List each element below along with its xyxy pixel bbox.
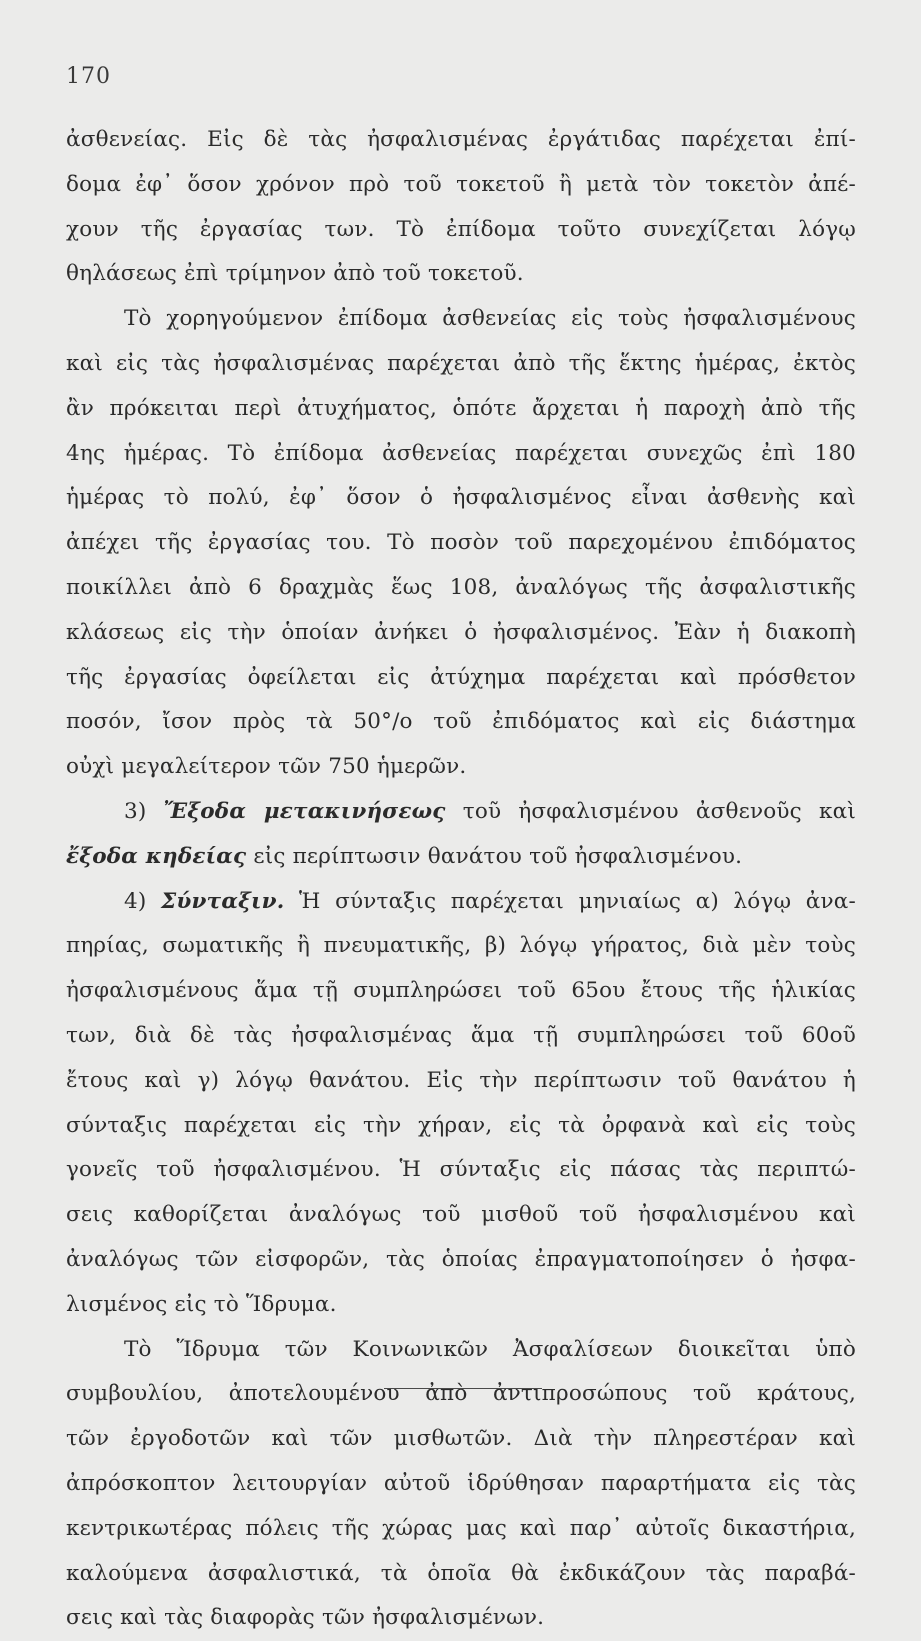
text-line: θηλάσεως ἐπὶ τρίμηνον ἀπὸ τοῦ τοκετοῦ.	[66, 261, 524, 287]
text-line: σεις καθορίζεται ἀναλόγως τοῦ μισθοῦ τοῦ ἠσφαλισμένου καὶ	[66, 1202, 856, 1228]
text-line: ποσόν, ἴσον πρὸς τὰ 50°/ο τοῦ ἐπιδόματος καὶ εἰς διάστημα	[66, 709, 856, 735]
body-text	[66, 118, 856, 1641]
text-line: ἠσφαλισμένους ἅμα τῇ συμπληρώσει τοῦ 65ου ἔτους τῆς ἡλικίας	[66, 978, 856, 1004]
text-line: ἡμέρας τὸ πολύ, ἐφ᾽ ὅσον ὁ ἠσφαλισμένος εἶναι ἀσθενὴς καὶ	[66, 485, 856, 511]
text-line: ἀπέχει τῆς ἐργασίας του. Τὸ ποσὸν τοῦ παρεχομένου ἐπιδόματος	[66, 530, 856, 556]
text-line: ἂν πρόκειται περὶ ἀτυχήματος, ὁπότε ἄρχεται ἡ παροχὴ ἀπὸ τῆς	[66, 395, 856, 421]
text-line: ἔτους καὶ γ) λόγῳ θανάτου. Εἰς τὴν περίπτωσιν τοῦ θανάτου ἡ	[66, 1067, 856, 1093]
item-3-text: τοῦ ἠσφαλισμένου ἀσθενοῦς καὶ	[462, 798, 856, 824]
text-line: ἀσθενείας. Εἰς δὲ τὰς ἠσφαλισμένας ἐργάτιδας παρέχεται ἐπί-	[66, 127, 856, 152]
text-line: τῆς ἐργασίας ὀφείλεται εἰς ἀτύχημα παρέχεται καὶ πρόσθετον	[66, 664, 856, 690]
text-line: Τὸ Ἵδρυμα τῶν Κοινωνικῶν Ἀσφαλίσεων διοικεῖται ὑπὸ	[124, 1336, 856, 1362]
item-3-text-2: εἰς περίπτωσιν θανάτου τοῦ ἠσφαλισμένου.	[253, 843, 743, 869]
text-line: κλάσεως εἰς τὴν ὁποίαν ἀνήκει ὁ ἠσφαλισμένος. Ἐὰν ἡ διακοπὴ	[66, 619, 856, 645]
text-line: ἀναλόγως τῶν εἰσφορῶν, τὰς ὁποίας ἐπραγματοποίησεν ὁ ἠσφα-	[66, 1246, 856, 1272]
text-line: σύνταξις παρέχεται εἰς τὴν χήραν, εἰς τὰ ὀρφανὰ καὶ εἰς τοὺς	[66, 1112, 856, 1138]
text-line: γονεῖς τοῦ ἠσφαλισμένου. Ἡ σύνταξις εἰς πάσας τὰς περιπτώ-	[66, 1157, 856, 1183]
text-line: ποικίλλει ἀπὸ 6 δραχμὰς ἕως 108, ἀναλόγως τῆς ἀσφαλιστικῆς	[66, 574, 856, 600]
text-line: τῶν ἐργοδοτῶν καὶ τῶν μισθωτῶν. Διὰ τὴν πληρεστέραν καὶ	[66, 1426, 856, 1452]
text-line: δομα ἐφ᾽ ὅσον χρόνον πρὸ τοῦ τοκετοῦ ἢ μετὰ τὸν τοκετὸν ἀπέ-	[66, 171, 856, 197]
item-3-number: 3)	[124, 798, 147, 824]
item-4-line	[66, 880, 856, 925]
text-line: σεις καὶ τὰς διαφορὰς τῶν ἠσφαλισμένων.	[66, 1605, 545, 1631]
text-line: οὐχὶ μεγαλείτερον τῶν 750 ἡμερῶν.	[66, 754, 467, 780]
item-4-title: Σύνταξιν.	[161, 888, 285, 914]
item-3-line	[66, 790, 856, 835]
section-end-rule	[384, 1388, 542, 1389]
item-4-number: 4)	[124, 888, 147, 914]
text-line: Τὸ χορηγούμενον ἐπίδομα ἀσθενείας εἰς τοὺς ἠσφαλισμένους	[124, 306, 856, 332]
text-line: των, διὰ δὲ τὰς ἠσφαλισμένας ἅμα τῇ συμπληρώσει τοῦ 60οῦ	[66, 1022, 856, 1048]
item-4-text: Ἡ σύνταξις παρέχεται μηνιαίως α) λόγῳ ἀνα-	[298, 888, 856, 914]
text-line: πηρίας, σωματικῆς ἢ πνευματικῆς, β) λόγῳ γήρατος, διὰ μὲν τοὺς	[66, 933, 856, 959]
item-3-line-2	[66, 835, 856, 880]
text-line: 4ης ἡμέρας. Τὸ ἐπίδομα ἀσθενείας παρέχεται συνεχῶς ἐπὶ 180	[66, 440, 856, 466]
text-line: κεντρικωτέρας πόλεις τῆς χώρας μας καὶ παρ᾽ αὐτοῖς δικαστήρια,	[66, 1515, 856, 1541]
item-3-title: Ἔξοδα μετακινήσεως	[163, 798, 446, 824]
item-3-subtitle: ἔξοδα κηδείας	[66, 843, 247, 869]
text-line: καλούμενα ἀσφαλιστικά, τὰ ὁποῖα θὰ ἐκδικάζουν τὰς παραβά-	[66, 1560, 856, 1586]
text-line: χουν τῆς ἐργασίας των. Τὸ ἐπίδομα τοῦτο συνεχίζεται λόγῳ	[66, 216, 856, 242]
text-line: λισμένος εἰς τὸ Ἵδρυμα.	[66, 1291, 337, 1317]
page-number: 170	[66, 64, 111, 89]
text-line: ἀπρόσκοπτον λειτουργίαν αὐτοῦ ἱδρύθησαν παραρτήματα εἰς τὰς	[66, 1470, 856, 1496]
text-line: συμβουλίου, ἀποτελουμένου ἀπὸ ἀντιπροσώπους τοῦ κράτους,	[66, 1381, 856, 1407]
text-line: καὶ εἰς τὰς ἠσφαλισμένας παρέχεται ἀπὸ τῆς ἕκτης ἡμέρας, ἐκτὸς	[66, 350, 856, 376]
